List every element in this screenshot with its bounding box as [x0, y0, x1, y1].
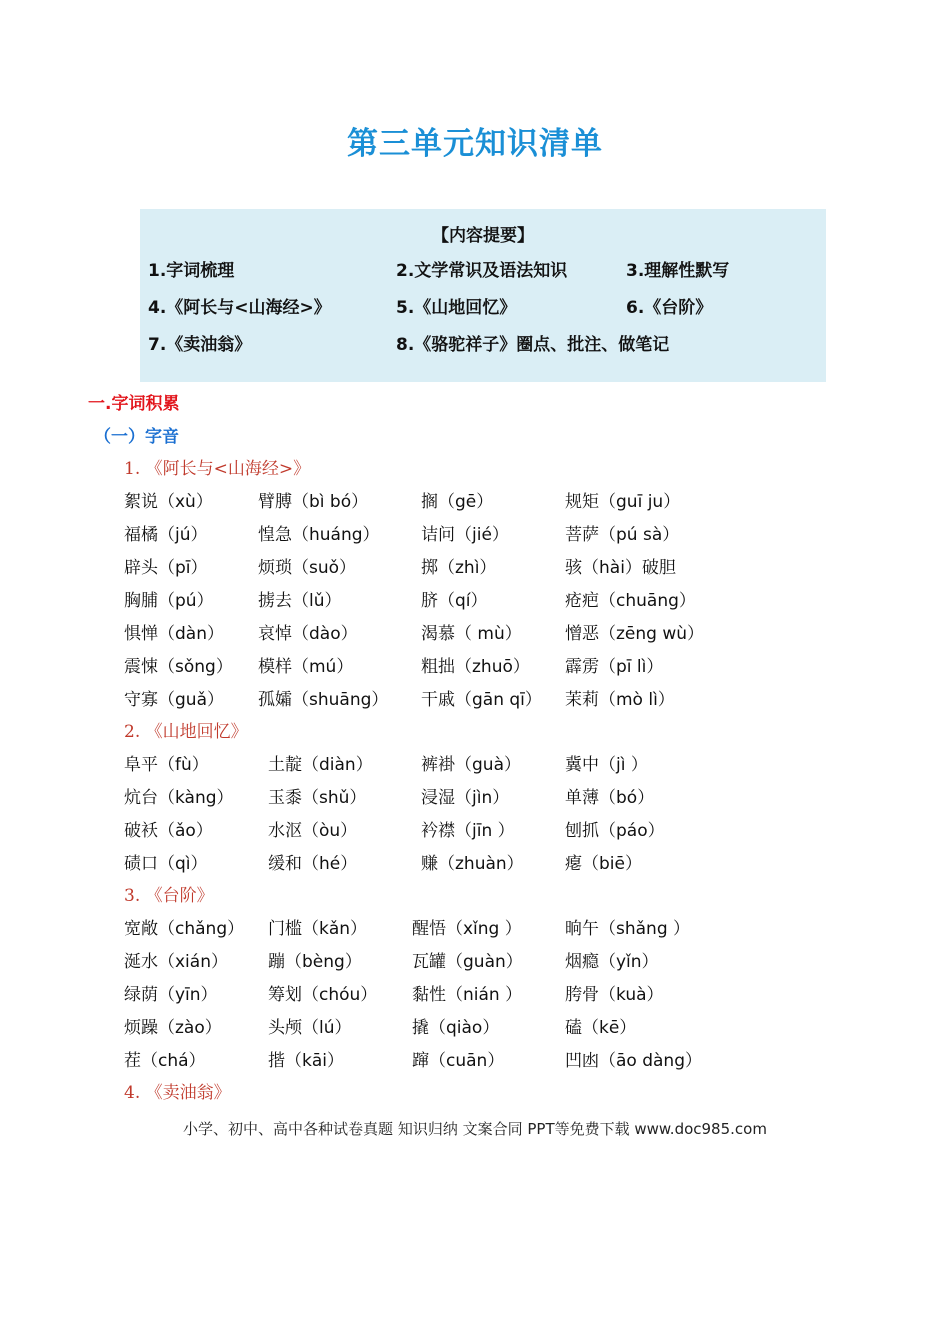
word-pinyin: 土靛（diàn） [268, 755, 373, 775]
lesson-title: 4. 《卖油翁》 [124, 1083, 231, 1103]
summary-item: 8.《骆驼祥子》圈点、批注、做笔记 [396, 335, 670, 355]
word-pinyin: 赚（zhuàn） [421, 854, 524, 874]
summary-box [140, 209, 826, 382]
word-pinyin: 炕台（kàng） [124, 788, 234, 808]
word-pinyin: 浸湿（jìn） [421, 788, 510, 808]
word-pinyin: 渴慕（ mù） [421, 624, 522, 644]
word-pinyin: 福橘（jú） [124, 525, 208, 545]
word-pinyin: 绿荫（yīn） [124, 985, 218, 1005]
summary-item: 7.《卖油翁》 [148, 335, 252, 355]
word-pinyin: 衿襟（jīn ） [421, 821, 515, 841]
word-pinyin: 辟头（pī） [124, 558, 208, 578]
word-pinyin: 裤褂（guà） [421, 755, 521, 775]
word-pinyin: 憎恶（zēng wù） [565, 624, 705, 644]
word-pinyin: 宽敞（chǎng） [124, 919, 245, 939]
word-pinyin: 骇（hài）破胆 [565, 558, 676, 578]
word-pinyin: 碛口（qì） [124, 854, 208, 874]
word-pinyin: 破袄（ǎo） [124, 821, 213, 841]
word-pinyin: 缓和（hé） [268, 854, 358, 874]
word-pinyin: 惧惮（dàn） [124, 624, 224, 644]
word-pinyin: 水沤（òu） [268, 821, 358, 841]
word-pinyin: 臂膊（bì bó） [258, 492, 369, 512]
word-pinyin: 哀悼（dào） [258, 624, 358, 644]
word-pinyin: 刨抓（páo） [565, 821, 665, 841]
word-pinyin: 掷（zhì） [421, 558, 497, 578]
word-pinyin: 烦躁（zào） [124, 1018, 222, 1038]
sub-title: （一）字音 [94, 427, 179, 447]
word-pinyin: 黏性（nián ） [412, 985, 523, 1005]
word-pinyin: 冀中（jì ） [565, 755, 648, 775]
lesson-title: 3. 《台阶》 [124, 886, 214, 906]
word-pinyin: 门槛（kǎn） [268, 919, 368, 939]
section-title: 一.字词积累 [88, 394, 180, 414]
word-pinyin: 孤孀（shuāng） [258, 690, 389, 710]
word-pinyin: 瘪（biē） [565, 854, 642, 874]
word-pinyin: 菩萨（pú sà） [565, 525, 680, 545]
word-pinyin: 茬（chá） [124, 1051, 206, 1071]
word-pinyin: 诘问（jié） [421, 525, 509, 545]
word-pinyin: 涎水（xián） [124, 952, 228, 972]
word-pinyin: 脐（qí） [421, 591, 488, 611]
word-pinyin: 醒悟（xǐng ） [412, 919, 522, 939]
word-pinyin: 瓦罐（guàn） [412, 952, 523, 972]
word-pinyin: 搁（gē） [421, 492, 494, 512]
word-pinyin: 守寡（guǎ） [124, 690, 224, 710]
word-pinyin: 胸脯（pú） [124, 591, 214, 611]
summary-item: 1.字词梳理 [148, 261, 235, 281]
word-pinyin: 玉黍（shǔ） [268, 788, 367, 808]
word-pinyin: 疮疤（chuāng） [565, 591, 696, 611]
word-pinyin: 规矩（guī ju） [565, 492, 681, 512]
word-pinyin: 阜平（fù） [124, 755, 209, 775]
word-pinyin: 震悚（sǒng） [124, 657, 233, 677]
summary-item: 3.理解性默写 [626, 261, 730, 281]
word-pinyin: 蹦（bèng） [268, 952, 362, 972]
word-pinyin: 烟瘾（yǐn） [565, 952, 659, 972]
word-pinyin: 磕（kē） [565, 1018, 637, 1038]
word-pinyin: 掳去（lǔ） [258, 591, 342, 611]
word-pinyin: 凹凼（āo dàng） [565, 1051, 702, 1071]
summary-item: 4.《阿长与<山海经>》 [148, 298, 331, 318]
word-pinyin: 筹划（chóu） [268, 985, 378, 1005]
word-pinyin: 蹿（cuān） [412, 1051, 505, 1071]
word-pinyin: 茉莉（mò lì） [565, 690, 675, 710]
word-pinyin: 惶急（huáng） [258, 525, 380, 545]
word-pinyin: 粗拙（zhuō） [421, 657, 530, 677]
word-pinyin: 单薄（bó） [565, 788, 655, 808]
word-pinyin: 模样（mú） [258, 657, 354, 677]
word-pinyin: 撬（qiào） [412, 1018, 500, 1038]
summary-item: 6.《台阶》 [626, 298, 713, 318]
word-pinyin: 干戚（gān qī） [421, 690, 542, 710]
word-pinyin: 絮说（xù） [124, 492, 213, 512]
summary-item: 2.文学常识及语法知识 [396, 261, 568, 281]
word-pinyin: 揩（kāi） [268, 1051, 344, 1071]
word-pinyin: 头颅（lú） [268, 1018, 352, 1038]
word-pinyin: 胯骨（kuà） [565, 985, 664, 1005]
page-title: 第三单元知识清单 [347, 126, 603, 162]
lesson-title: 2. 《山地回忆》 [124, 722, 248, 742]
word-pinyin: 霹雳（pī lì） [565, 657, 664, 677]
footer: 小学、初中、高中各种试卷真题 知识归纳 文案合同 PPT等免费下载 www.doc985.com [183, 1120, 767, 1138]
summary-heading: 【内容提要】 [432, 226, 534, 246]
word-pinyin: 烦琐（suǒ） [258, 558, 357, 578]
word-pinyin: 晌午（shǎng ） [565, 919, 691, 939]
summary-item: 5.《山地回忆》 [396, 298, 517, 318]
lesson-title: 1. 《阿长与<山海经>》 [124, 459, 311, 479]
